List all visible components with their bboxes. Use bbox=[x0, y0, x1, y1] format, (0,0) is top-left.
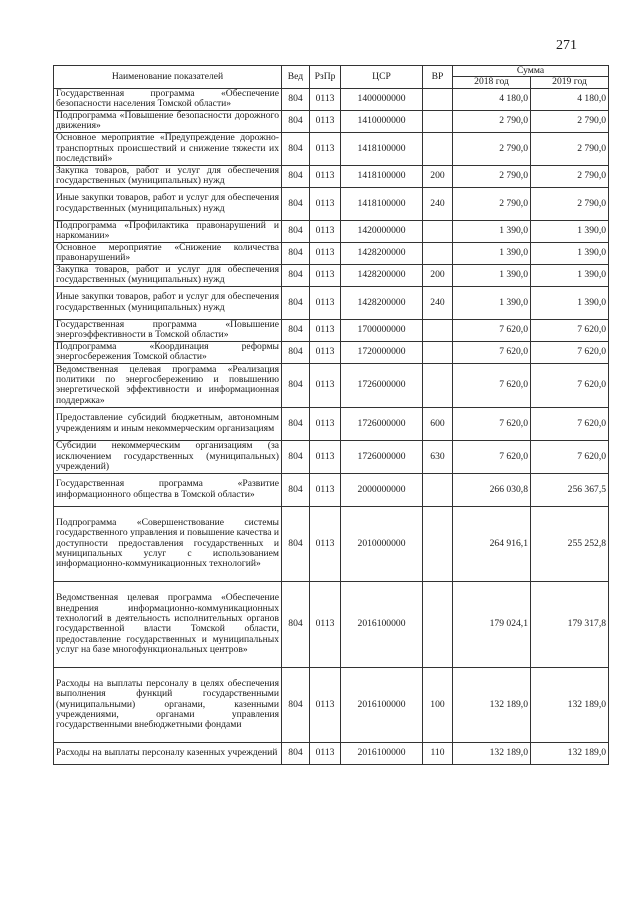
row-rzpr: 0113 bbox=[310, 667, 341, 742]
row-rzpr: 0113 bbox=[310, 165, 341, 187]
row-vr bbox=[423, 132, 453, 165]
row-name: Иные закупки товаров, работ и услуг для обеспечения государственных (муниципальных) нужд bbox=[54, 286, 282, 319]
table-row bbox=[54, 165, 609, 187]
row-sum-2019: 255 252,8 bbox=[531, 506, 609, 581]
row-vr bbox=[423, 363, 453, 407]
row-ved: 804 bbox=[282, 407, 310, 440]
row-name: Закупка товаров, работ и услуг для обеспечения государственных (муниципальных) нужд bbox=[54, 165, 282, 187]
row-ved: 804 bbox=[282, 220, 310, 242]
row-name: Ведомственная целевая программа «Реализация политики по энергосбережению и повышению энергетической эффективности и информационная поддержка» bbox=[54, 363, 282, 407]
row-name: Основное мероприятие «Предупреждение дорожно-транспортных происшествий и снижение тяжести их последствий» bbox=[54, 132, 282, 165]
row-vr bbox=[423, 341, 453, 363]
row-csr: 1726000000 bbox=[341, 363, 423, 407]
row-sum-2019: 132 189,0 bbox=[531, 742, 609, 764]
row-ved: 804 bbox=[282, 742, 310, 764]
row-sum-2018: 7 620,0 bbox=[453, 341, 531, 363]
row-name: Подпрограмма «Повышение безопасности дорожного движения» bbox=[54, 110, 282, 132]
row-rzpr: 0113 bbox=[310, 187, 341, 220]
header-year-2019: 2019 год bbox=[531, 77, 609, 88]
table-row bbox=[54, 242, 609, 264]
row-name: Подпрограмма «Координация реформы энергосбережения Томской области» bbox=[54, 341, 282, 363]
table-row bbox=[54, 220, 609, 242]
table-row bbox=[54, 473, 609, 506]
row-csr: 1726000000 bbox=[341, 407, 423, 440]
table-row bbox=[54, 286, 609, 319]
row-csr: 1400000000 bbox=[341, 88, 423, 110]
table-row bbox=[54, 742, 609, 764]
row-name: Основное мероприятие «Снижение количества правонарушений» bbox=[54, 242, 282, 264]
header-ved: Вед bbox=[282, 66, 310, 89]
row-rzpr: 0113 bbox=[310, 363, 341, 407]
row-name: Государственная программа «Обеспечение безопасности населения Томской области» bbox=[54, 88, 282, 110]
row-vr: 240 bbox=[423, 187, 453, 220]
row-sum-2018: 7 620,0 bbox=[453, 363, 531, 407]
row-name: Подпрограмма «Профилактика правонарушений и наркомании» bbox=[54, 220, 282, 242]
row-sum-2018: 266 030,8 bbox=[453, 473, 531, 506]
row-sum-2018: 2 790,0 bbox=[453, 110, 531, 132]
row-csr: 2010000000 bbox=[341, 506, 423, 581]
row-name: Государственная программа «Развитие информационного общества в Томской области» bbox=[54, 473, 282, 506]
row-sum-2019: 7 620,0 bbox=[531, 363, 609, 407]
header-year-2018: 2018 год bbox=[453, 77, 531, 88]
row-vr: 200 bbox=[423, 165, 453, 187]
row-sum-2019: 7 620,0 bbox=[531, 407, 609, 440]
row-sum-2019: 2 790,0 bbox=[531, 110, 609, 132]
table-row bbox=[54, 88, 609, 110]
row-name: Подпрограмма «Совершенствование системы государственного управления и повышение качества и доступности предоставления государственных и муниципальных услуг с использованием информационно-коммуникационных технологий» bbox=[54, 506, 282, 581]
row-name: Субсидии некоммерческим организациям (за исключением государственных (муниципальных) учреждений) bbox=[54, 440, 282, 473]
row-sum-2019: 256 367,5 bbox=[531, 473, 609, 506]
row-sum-2019: 132 189,0 bbox=[531, 667, 609, 742]
row-sum-2019: 1 390,0 bbox=[531, 220, 609, 242]
row-sum-2018: 7 620,0 bbox=[453, 440, 531, 473]
row-rzpr: 0113 bbox=[310, 319, 341, 341]
row-sum-2018: 132 189,0 bbox=[453, 742, 531, 764]
row-name: Государственная программа «Повышение энергоэффективности в Томской области» bbox=[54, 319, 282, 341]
table-row bbox=[54, 110, 609, 132]
row-sum-2018: 1 390,0 bbox=[453, 264, 531, 286]
row-ved: 804 bbox=[282, 286, 310, 319]
header-vr: ВР bbox=[423, 66, 453, 89]
row-vr bbox=[423, 242, 453, 264]
row-name: Расходы на выплаты персоналу казенных учреждений bbox=[54, 742, 282, 764]
row-sum-2019: 7 620,0 bbox=[531, 319, 609, 341]
row-sum-2018: 7 620,0 bbox=[453, 319, 531, 341]
row-csr: 1720000000 bbox=[341, 341, 423, 363]
row-sum-2018: 1 390,0 bbox=[453, 220, 531, 242]
table-body bbox=[54, 88, 609, 764]
row-csr: 1700000000 bbox=[341, 319, 423, 341]
row-rzpr: 0113 bbox=[310, 220, 341, 242]
budget-table bbox=[53, 65, 609, 765]
row-sum-2019: 2 790,0 bbox=[531, 165, 609, 187]
table-row bbox=[54, 440, 609, 473]
row-csr: 1726000000 bbox=[341, 440, 423, 473]
table-row bbox=[54, 341, 609, 363]
header-rzpr: РзПр bbox=[310, 66, 341, 89]
row-csr: 1428200000 bbox=[341, 264, 423, 286]
row-ved: 804 bbox=[282, 581, 310, 667]
row-csr: 1418100000 bbox=[341, 132, 423, 165]
row-sum-2019: 2 790,0 bbox=[531, 187, 609, 220]
row-sum-2018: 2 790,0 bbox=[453, 187, 531, 220]
row-csr: 2000000000 bbox=[341, 473, 423, 506]
row-rzpr: 0113 bbox=[310, 473, 341, 506]
table-row bbox=[54, 407, 609, 440]
row-vr: 240 bbox=[423, 286, 453, 319]
row-rzpr: 0113 bbox=[310, 581, 341, 667]
row-name: Иные закупки товаров, работ и услуг для обеспечения государственных (муниципальных) нужд bbox=[54, 187, 282, 220]
row-rzpr: 0113 bbox=[310, 132, 341, 165]
row-ved: 804 bbox=[282, 506, 310, 581]
row-name: Предоставление субсидий бюджетным, автономным учреждениям и иным некоммерческим организациям bbox=[54, 407, 282, 440]
row-ved: 804 bbox=[282, 363, 310, 407]
table-row bbox=[54, 363, 609, 407]
row-rzpr: 0113 bbox=[310, 264, 341, 286]
row-sum-2018: 2 790,0 bbox=[453, 165, 531, 187]
table-row bbox=[54, 506, 609, 581]
row-vr bbox=[423, 319, 453, 341]
row-vr: 100 bbox=[423, 667, 453, 742]
row-vr bbox=[423, 88, 453, 110]
row-sum-2019: 2 790,0 bbox=[531, 132, 609, 165]
row-rzpr: 0113 bbox=[310, 742, 341, 764]
row-vr bbox=[423, 581, 453, 667]
row-sum-2018: 7 620,0 bbox=[453, 407, 531, 440]
row-sum-2018: 4 180,0 bbox=[453, 88, 531, 110]
table-header bbox=[54, 66, 609, 89]
row-sum-2019: 1 390,0 bbox=[531, 264, 609, 286]
row-ved: 804 bbox=[282, 110, 310, 132]
row-sum-2018: 1 390,0 bbox=[453, 242, 531, 264]
row-rzpr: 0113 bbox=[310, 506, 341, 581]
row-sum-2019: 1 390,0 bbox=[531, 286, 609, 319]
table-row bbox=[54, 667, 609, 742]
row-ved: 804 bbox=[282, 341, 310, 363]
row-csr: 2016100000 bbox=[341, 581, 423, 667]
row-sum-2018: 132 189,0 bbox=[453, 667, 531, 742]
row-ved: 804 bbox=[282, 473, 310, 506]
row-sum-2018: 2 790,0 bbox=[453, 132, 531, 165]
row-rzpr: 0113 bbox=[310, 440, 341, 473]
table-row bbox=[54, 581, 609, 667]
row-ved: 804 bbox=[282, 165, 310, 187]
row-csr: 2016100000 bbox=[341, 742, 423, 764]
row-ved: 804 bbox=[282, 440, 310, 473]
row-csr: 1410000000 bbox=[341, 110, 423, 132]
table-row bbox=[54, 319, 609, 341]
header-sum: Сумма bbox=[453, 66, 609, 77]
row-name: Закупка товаров, работ и услуг для обеспечения государственных (муниципальных) нужд bbox=[54, 264, 282, 286]
row-rzpr: 0113 bbox=[310, 242, 341, 264]
row-ved: 804 bbox=[282, 242, 310, 264]
table-row bbox=[54, 264, 609, 286]
row-vr bbox=[423, 506, 453, 581]
header-csr: ЦСР bbox=[341, 66, 423, 89]
page-number: 271 bbox=[556, 38, 577, 53]
row-vr: 110 bbox=[423, 742, 453, 764]
row-sum-2018: 264 916,1 bbox=[453, 506, 531, 581]
row-rzpr: 0113 bbox=[310, 110, 341, 132]
row-sum-2019: 7 620,0 bbox=[531, 341, 609, 363]
row-vr: 200 bbox=[423, 264, 453, 286]
row-name: Расходы на выплаты персоналу в целях обеспечения выполнения функций государственными (муниципальными) органами, казенными учреждениями, органами управления государственными внебюджетными фондами bbox=[54, 667, 282, 742]
row-csr: 1428200000 bbox=[341, 242, 423, 264]
row-vr: 600 bbox=[423, 407, 453, 440]
row-ved: 804 bbox=[282, 187, 310, 220]
row-vr bbox=[423, 473, 453, 506]
row-vr bbox=[423, 110, 453, 132]
row-sum-2019: 179 317,8 bbox=[531, 581, 609, 667]
table-row bbox=[54, 187, 609, 220]
row-csr: 1428200000 bbox=[341, 286, 423, 319]
row-rzpr: 0113 bbox=[310, 88, 341, 110]
row-ved: 804 bbox=[282, 667, 310, 742]
row-sum-2019: 1 390,0 bbox=[531, 242, 609, 264]
row-rzpr: 0113 bbox=[310, 341, 341, 363]
header-name: Наименование показателей bbox=[54, 66, 282, 89]
row-csr: 1418100000 bbox=[341, 187, 423, 220]
row-csr: 1420000000 bbox=[341, 220, 423, 242]
row-name: Ведомственная целевая программа «Обеспечение внедрения информационно-коммуникационных технологий в деятельность исполнительных органов государственной власти Томской области, предоставление государственных и муниципальных услуг на базе многофункциональных центров» bbox=[54, 581, 282, 667]
row-csr: 2016100000 bbox=[341, 667, 423, 742]
row-sum-2018: 179 024,1 bbox=[453, 581, 531, 667]
row-ved: 804 bbox=[282, 132, 310, 165]
row-rzpr: 0113 bbox=[310, 407, 341, 440]
row-sum-2019: 7 620,0 bbox=[531, 440, 609, 473]
table-row bbox=[54, 132, 609, 165]
row-vr bbox=[423, 220, 453, 242]
row-ved: 804 bbox=[282, 319, 310, 341]
row-csr: 1418100000 bbox=[341, 165, 423, 187]
row-vr: 630 bbox=[423, 440, 453, 473]
row-sum-2018: 1 390,0 bbox=[453, 286, 531, 319]
row-ved: 804 bbox=[282, 88, 310, 110]
row-rzpr: 0113 bbox=[310, 286, 341, 319]
row-ved: 804 bbox=[282, 264, 310, 286]
row-sum-2019: 4 180,0 bbox=[531, 88, 609, 110]
